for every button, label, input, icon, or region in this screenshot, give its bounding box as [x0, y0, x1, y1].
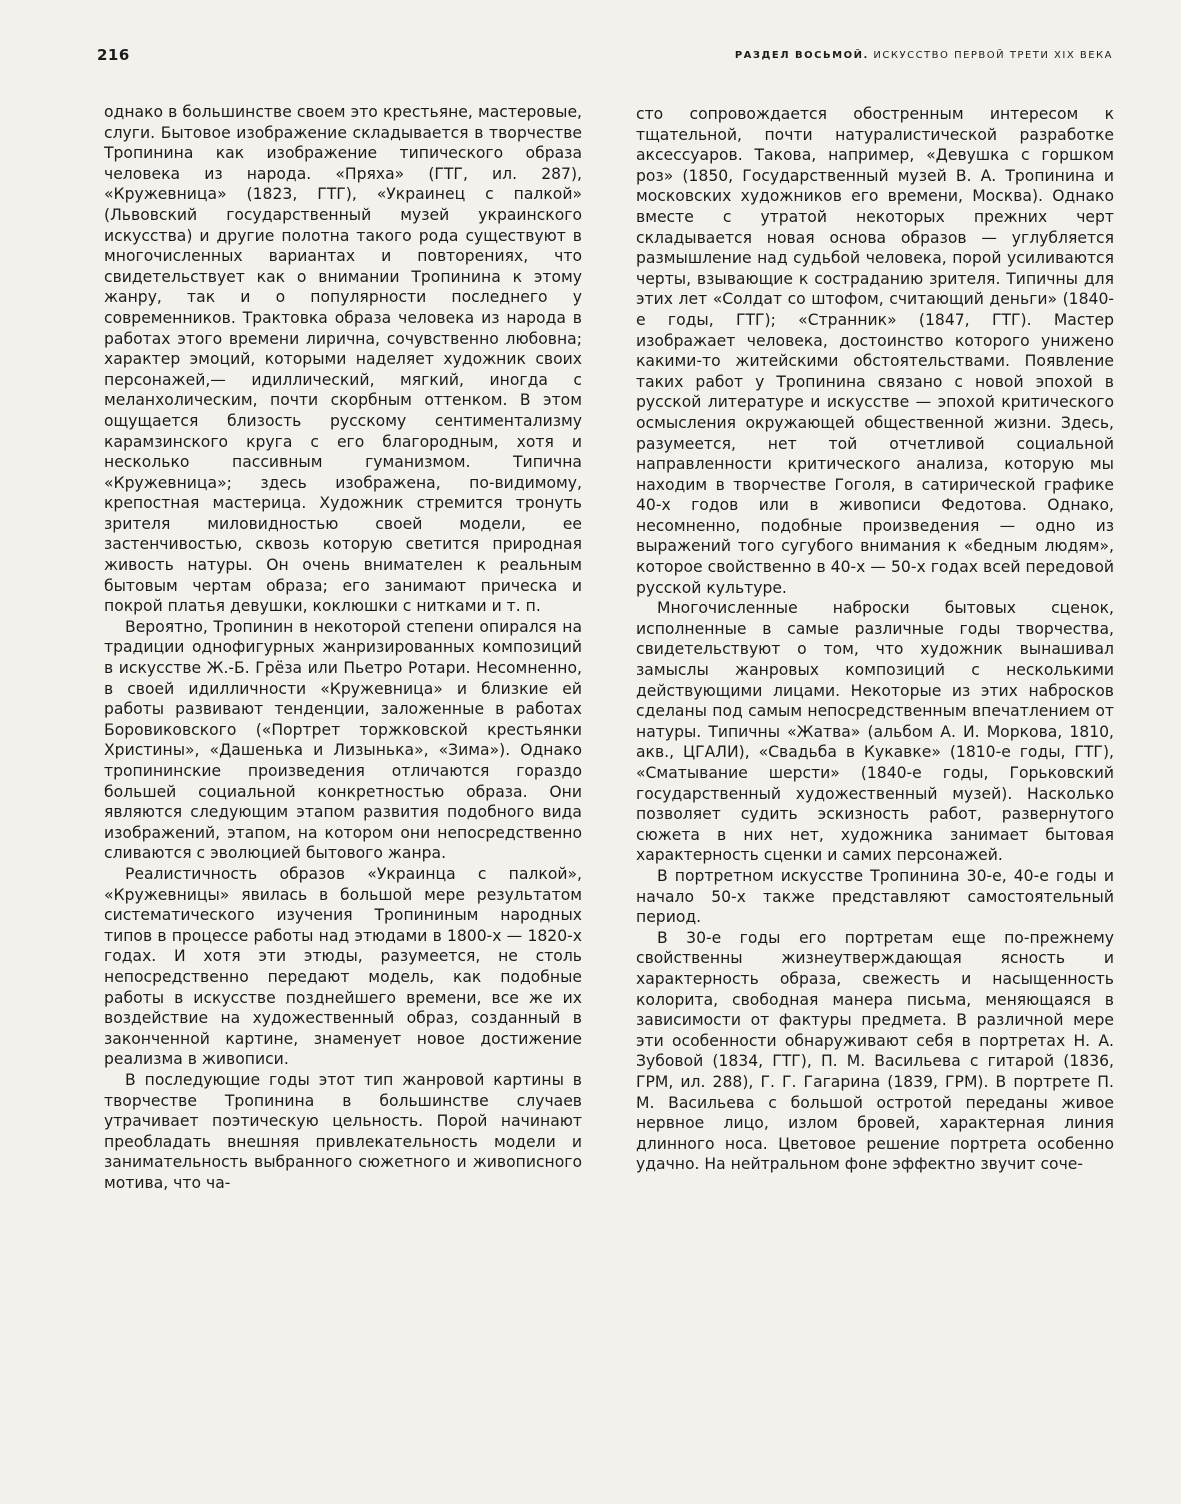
paragraph: Вероятно, Тропинин в некоторой степени опирался на традиции однофигурных жанризированных композиций в искусстве Ж.-Б. Грёза или Пьетро Ротари. Несомненно, в своей идилличности «Кружевница» и близкие ей работы развивают тенденции, заложенные в работах Боровиковского («Портрет торжковской крестьянки Христины», «Дашенька и Лизынька», «Зима»). Однако тропининские произведения отличаются гораздо большей социальной конкретностью образа. Они являются следующим этапом развития подобного вида изображений, этапом, на котором они непосредственно сливаются с эволюцией бытового жанра.	[104, 617, 582, 863]
paragraph: В портретном искусстве Тропинина 30-е, 40-е годы и начало 50-х также представляют самостоятельный период.	[636, 866, 1114, 927]
page-number: 216	[97, 46, 130, 64]
running-head	[735, 50, 1113, 61]
paragraph: В последующие годы этот тип жанровой картины в творчестве Тропинина в большинстве случаев утрачивает поэтическую цельность. Порой начинают преобладать внешняя привлекательность модели и занимательность выбранного сюжетного и живописного мотива, что ча-	[104, 1070, 582, 1192]
paragraph: В 30-е годы его портретам еще по-прежнему свойственны жизнеутверждающая ясность и характерность образа, свежесть и насыщенность колорита, свободная манера письма, меняющаяся в зависимости от фактуры предмета. В различной мере эти особенности обнаруживают себя в портретах Н. А. Зубовой (1834, ГТГ), П. М. Васильева с гитарой (1836, ГРМ, ил. 288), Г. Г. Гагарина (1839, ГРМ). В портрете П. М. Васильева с большой остротой переданы живое нервное лицо, излом бровей, характерная линия длинного носа. Цветовое решение портрета особенно удачно. На нейтральном фоне эффектно звучит соче-	[636, 928, 1114, 1174]
running-head-title: ИСКУССТВО ПЕРВОЙ ТРЕТИ XIX ВЕКА	[868, 50, 1113, 61]
paragraph: Многочисленные наброски бытовых сценок, исполненные в самые различные годы творчества, свидетельствуют о том, что художник вынашивал замыслы жанровых композиций с несколькими действующими лицами. Некоторые из этих набросков сделаны под самым непосредственным впечатлением от натуры. Типичны «Жатва» (альбом А. И. Моркова, 1810, акв., ЦГАЛИ), «Свадьба в Кукавке» (1810-е годы, ГТГ), «Сматывание шерсти» (1840-е годы, Горьковский государственный художественный музей). Насколько позволяет судить эскизность работ, развернутого сюжета в них нет, художника занимает бытовая характерность сценки и самих персонажей.	[636, 599, 1114, 865]
running-head-part: РАЗДЕЛ ВОСЬМОЙ.	[734, 50, 869, 61]
paragraph: сто сопровождается обостренным интересом к тщательной, почти натуралистической разработке аксессуаров. Такова, например, «Девушка с горшком роз» (1850, Государственный музей В. А. Тропинина и московских художников его времени, Москва). Однако вместе с утратой некоторых прежних черт складывается новая основа образов — углубляется размышление над судьбой человека, порой усиливаются черты, взывающие к состраданию зрителя. Типичны для этих лет «Солдат со штофом, считающий деньги» (1840-е годы, ГТГ); «Странник» (1847, ГТГ). Мастер изображает человека, достоинство которого унижено какими-то житейскими обстоятельствами. Появление таких работ у Тропинина связано с новой эпохой в русской литературе и искусстве — эпохой критического осмысления окружающей общественной жизни. Здесь, разумеется, нет той отчетливой социальной направленности критического анализа, которую мы находим в творчестве Гоголя, в сатирической графике 40-х годов или в живописи Федотова. Однако, несомненно, подобные произведения — одно из выражений того сугубого внимания к «бедным людям», которое свойственно в 40-х — 50-х годах всей передовой русской культуре.	[636, 105, 1114, 597]
right-column	[636, 104, 1114, 1175]
left-column	[104, 102, 582, 1193]
paragraph: однако в большинстве своем это крестьяне, мастеровые, слуги. Бытовое изображение складывается в творчестве Тропинина как изображение типического образа человека из народа. «Пряха» (ГТГ, ил. 287), «Кружевница» (1823, ГТГ), «Украинец с палкой» (Львовский государственный музей украинского искусства) и другие полотна такого рода существуют в многочисленных вариантах и повторениях, что свидетельствует как о внимании Тропинина к этому жанру, так и о популярности последнего у современников. Трактовка образа человека из народа в работах этого времени лирична, сочувственно любовна; характер эмоций, которыми наделяет художник своих персонажей,— идиллический, мягкий, иногда с меланхолическим, почти скорбным оттенком. В этом ощущается близость русскому сентиментализму карамзинского круга с его благородным, хотя и несколько пассивным гуманизмом. Типична «Кружевница»; здесь изображена, по-видимому, крепостная мастерица. Художник стремится тронуть зрителя миловидностью своей модели, ее застенчивостью, сквозь которую светится природная живость натуры. Он очень внимателен к реальным бытовым чертам образа; его занимают прическа и покрой платья девушки, коклюшки с нитками и т. п.	[104, 103, 582, 616]
paragraph: Реалистичность образов «Украинца с палкой», «Кружевницы» явилась в большой мере результатом систематического изучения Тропининым народных типов в процессе работы над этюдами в 1800-х — 1820-х годах. И хотя эти этюды, разумеется, не столь непосредственно передают модель, как подобные работы в искусстве позднейшего времени, все же их воздействие на художественный образ, созданный в законченной картине, знаменует новое достижение реализма в живописи.	[104, 864, 582, 1069]
